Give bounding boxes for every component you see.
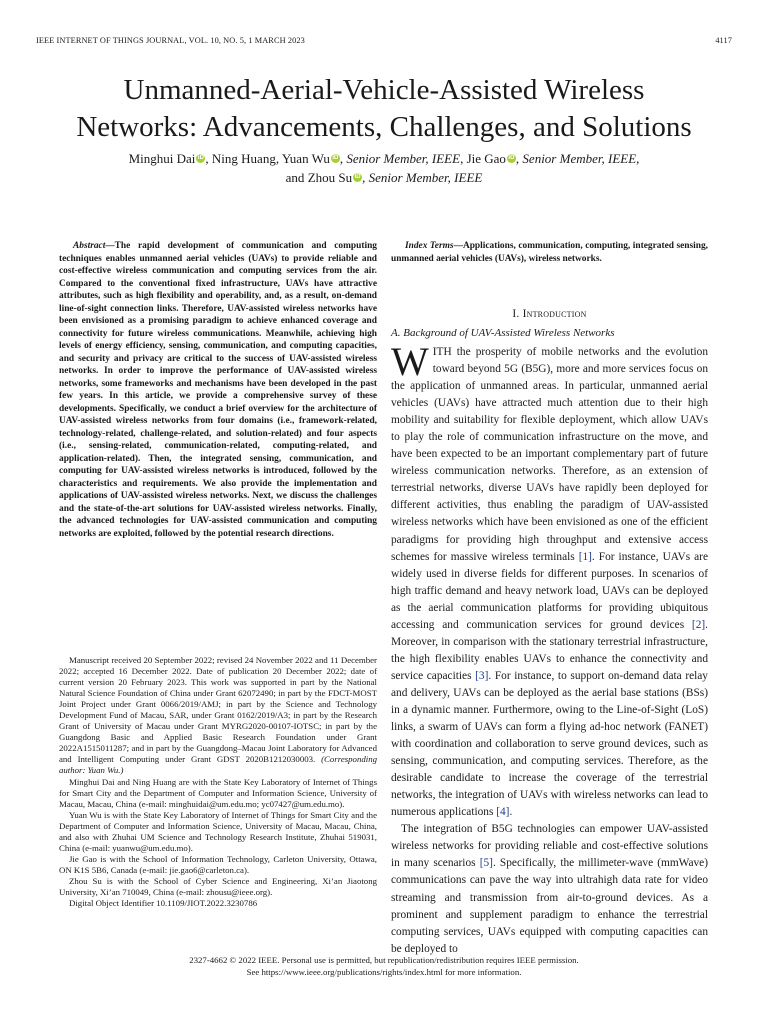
author-name: Jie Gao [466, 151, 506, 166]
abstract [59, 240, 377, 540]
journal-name: IEEE INTERNET OF THINGS JOURNAL, VOL. 10, NO. 5, 1 MARCH 2023 [36, 36, 305, 45]
author-conjunction: and [285, 169, 305, 185]
body-text [391, 339, 708, 958]
corresponding-author: (Corresponding author: Yuan Wu.) [59, 754, 377, 776]
page-number: 4117 [715, 36, 732, 45]
orcid-icon[interactable]: iD [197, 155, 204, 161]
rights-link-line: See https://www.ieee.org/publications/rights/index.html for more information. [246, 966, 522, 977]
index-terms-label: Index Terms [405, 241, 454, 251]
footnote-doi: Digital Object Identifier 10.1109/JIOT.2022.3230786 [69, 898, 258, 909]
section-heading [391, 308, 708, 320]
copyright-footer [40, 955, 728, 978]
footnote-affiliation: Yuan Wu is with the State Key Laboratory of Internet of Things for Smart City and the Department of Computer and Information Science, University of Macau, Macau, China, and also with Zhuhai UM Science and Technology Research Institute, Zhuhai 519031, China (e-mail: yuanwu@um.edu.mo). [59, 809, 377, 853]
citation-link[interactable]: [2] [691, 618, 706, 631]
footnote-text: Manuscript received 20 September 2022; revised 24 November 2022 and 11 December 2022; accepted 16 December 2022. Date of publication 20 December 2022; date of current version 20 February 2023. This work was supported in part by the National Natural Science Foundation of China under Grant 62072490; in part by the FDCT-MOST Joint Project under Grant 0066/2019/AMJ; in part by the Science and Technology Development Fund of Macau, SAR, under Grant 0162/2019/A3; in part by the Research Grant of University of Macau under Grant MYRG2020-00107-IOTSC; in part by the Guangdong Basic and Applied Basic Research Foundation under Grant 2022A1515011287; and in part by the Guangdong–Macau Joint Laboratory for Advanced and Intelligent Computing under Grant GDST 2020B1212030003. [59, 655, 377, 765]
footnote-affiliation: Zhou Su is with the School of Cyber Science and Engineering, Xi’an Jiaotong University, Xi’an 710049, China (e-mail: zhousu@ieee.org). [59, 875, 377, 897]
footnotes [59, 655, 377, 909]
orcid-icon[interactable]: iD [332, 155, 339, 161]
author-list: Minghui Dai iD , Ning Huang, Yuan Wu iD , Senior Member, IEEE, Jie Gao iD , Senior Member, IEEE, and Zhou Su iD , Senior Member, IEEE [128, 151, 640, 185]
citation-link[interactable]: [5] [479, 857, 493, 870]
section-numeral: I. [512, 308, 520, 320]
citation-link[interactable]: [3] [475, 669, 489, 682]
index-terms-text: —Applications, communication, computing, integrated sensing, unmanned aerial vehicles (UAVs), wireless networks. [391, 241, 708, 264]
section-title: Introduction [522, 308, 587, 320]
orcid-icon[interactable]: iD [354, 173, 361, 180]
orcid-icon[interactable]: iD [508, 155, 515, 161]
footnote-affiliation: Minghui Dai and Ning Huang are with the State Key Laboratory of Internet of Things for Smart City and the Department of Computer and Information Science, University of Macau, Macau, China (e-mail: minghuidai@um.edu.mo; yc07427@um.edu.mo). [59, 776, 377, 809]
author-affiliation-grade: Senior Member, IEEE [346, 151, 461, 166]
footnote-manuscript [59, 655, 377, 777]
author-name: Minghui Dai [128, 151, 196, 166]
running-head [36, 36, 732, 45]
author-name: Zhou Su [307, 169, 353, 185]
paper-title [20, 72, 748, 146]
body-text-run: . For instance, to support on-demand data relay and delivery, UAVs can be deployed as the aerial base stations (BSs) in a dynamic manner. Furthermore, owing to the Line-of-Sight (LoS) links, a swarm of UAVs can form a flying ad-hoc network (FANET) with coordination and collaboration to serve ground devices, such as sensing, communication, and computing services. Therefore, as the desirable candidate to increase the coverage of the terrestrial networks, the integration of UAVs with wireless networks can lead to numerous applications [391, 669, 708, 819]
author-affiliation-grade: Senior Member, IEEE [522, 151, 637, 166]
author-name: Ning Huang [211, 151, 276, 166]
footnote-affiliation: Jie Gao is with the School of Information Technology, Carleton University, Ottawa, ON K1S 5B6, Canada (e-mail: jie.gao6@carleton.ca). [59, 853, 377, 875]
body-text-run: . For instance, UAVs are widely used in diverse fields for different purposes. In scenarios of high traffic demand and heavy network load, UAVs can be deployed as the aerial communication platforms for providing ubiquitous accessing and communication services for ground devices [391, 550, 708, 631]
abstract-text: —The rapid development of communication and computing techniques enables unmanned aerial vehicles (UAVs) to provide reliable and cost-effective wireless communication and computing services from the air. Compared to the conventional fixed infrastructure, UAVs have attractive attributes, such as high flexibility and operability, and, as a result, on-demand line-of-sight connection links. Therefore, UAV-assisted wireless networks have been envisioned as a promising paradigm to achieve enhanced coverage and connectivity for future wireless communications. Meanwhile, achieving high levels of energy efficiency, sensing, communication, and computing capacities, and security and privacy are critical to the success of UAV-assisted wireless networks. In order to improve the performance of UAV-assisted wireless networks, some frameworks and mechanisms have been developed in the past few years. In this article, we provide a comprehensive survey of these developments. Specifically, we conduct a brief overview for the architecture of UAV-assisted wireless networks from four domains (i.e., framework-related, technology-related, challenge-related, and solution-related) and four aspects (i.e., sensing-related, communication-related, computing-related, and application-related). Then, the integrated sensing, communication, and computing for UAV-assisted wireless networks is introduced, followed by the characteristics and requirements. We also provide the implementation and applications of UAV-assisted wireless networks. Next, we discuss the challenges and the state-of-the-art solutions for UAV-assisted wireless networks. Finally, the advanced technologies for UAV-assisted communication and computing networks are exploited, followed by the potential research directions. [59, 241, 377, 539]
author-name: Yuan Wu [281, 151, 330, 166]
subsection-heading: A. Background of UAV-Assisted Wireless Networks [391, 327, 615, 339]
body-text-run: . [509, 806, 513, 819]
body-text-run: . Moreover, in comparison with the stationary terrestrial infrastructure, the high flexibility enables UAVs to enhance the connectivity and service capacities [391, 618, 708, 682]
index-terms [391, 240, 708, 265]
citation-link[interactable]: [1] [578, 550, 592, 563]
title-line-1: Unmanned-Aerial-Vehicle-Assisted Wireless [123, 74, 645, 106]
body-paragraph [391, 339, 708, 821]
abstract-label: Abstract [73, 241, 106, 251]
drop-cap: W [391, 339, 429, 384]
body-text-run: The integration of B5G technologies can empower UAV-assisted wireless networks for providing reliable and cost-effective solutions in many scenarios [391, 823, 708, 870]
copyright-line: 2327-4662 © 2022 IEEE. Personal use is permitted, but republication/redistribution requires IEEE permission. [189, 955, 579, 965]
title-line-2: Networks: Advancements, Challenges, and Solutions [76, 111, 692, 143]
author-affiliation-grade: Senior Member, IEEE [368, 169, 483, 185]
body-text-run: . Specifically, the millimeter-wave (mmWave) communications can pave the way into ultrahigh data rate for video streaming and transmission from air-to-ground devices. As a prominent and supplement paradigm to enhance the terrestrial computing services, UAVs equipped with computing capacities can be deployed to [391, 857, 708, 955]
citation-link[interactable]: [4] [496, 806, 510, 819]
body-text-run: ITH the prosperity of mobile networks and the evolution toward beyond 5G (B5G), more and more services focus on the application of unmanned areas. In particular, unmanned aerial vehicles (UAVs) have attracted much attention due to their high mobility and suitability for flexible deployment, which allow UAVs to play the role of communication infrastructure on the move, and have been expected to be an important complementary part of future wireless communication networks. Therefore, as an extension of terrestrial networks, diverse UAVs have rapidly been deployed for different activities, thus enabling the paradigm of UAV-assisted wireless networks which have been envisioned as one of the efficient paradigms for providing high throughput and extensive access schemes for massive wireless terminals [391, 346, 708, 563]
body-paragraph [391, 821, 708, 957]
